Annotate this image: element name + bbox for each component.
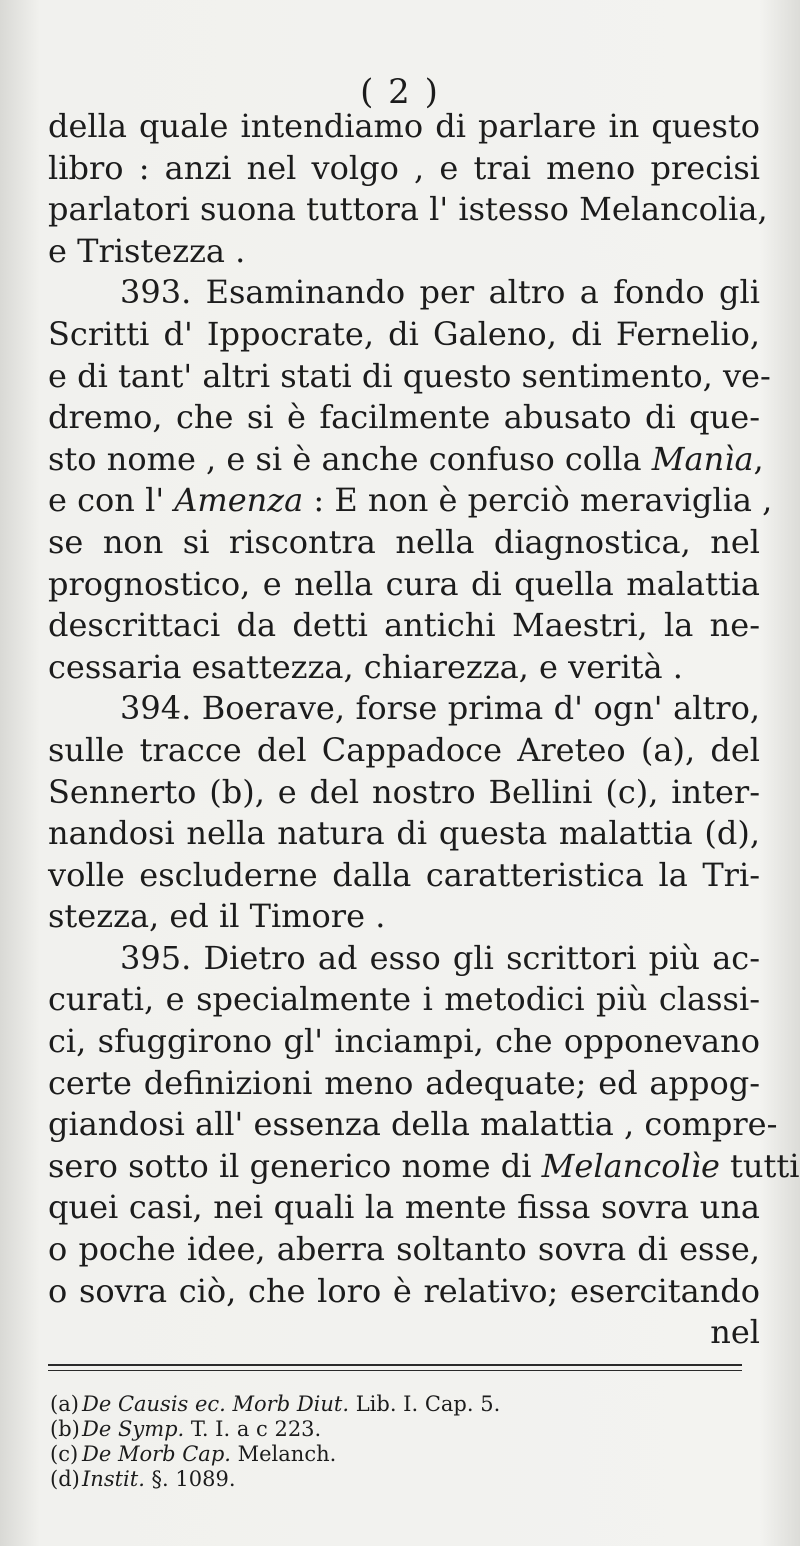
- text-line: [48, 1146, 800, 1188]
- text-line: o poche idee, aberra soltanto sovra di esse,: [48, 1230, 760, 1269]
- text-line: della quale intendiamo di parlare in questo: [48, 107, 760, 145]
- footnote-mark: (a): [50, 1392, 79, 1416]
- footnote-rule-top: [48, 1364, 742, 1366]
- page-number: ( 2 ): [360, 72, 440, 112]
- text-line: ci, sfuggirono gl' inciampi, che opponevano: [48, 1022, 760, 1061]
- footnote-ref: Lib. I. Cap. 5.: [349, 1392, 501, 1416]
- italic-term: Manìa: [651, 439, 754, 478]
- paragraph-395-start: 395. Dietro ad esso gli scrittori più ac-: [120, 938, 760, 977]
- text-line: stezza, ed il Timore .: [48, 897, 386, 936]
- footnote-rule-bottom: [48, 1370, 742, 1371]
- footnote-mark: (d): [50, 1467, 80, 1491]
- text-segment: e con l': [48, 481, 175, 520]
- catchword: nel: [710, 1313, 760, 1352]
- text-line: certe definizioni meno adequate; ed appog-: [48, 1063, 760, 1102]
- footnote-source: De Symp.: [82, 1417, 185, 1441]
- text-line: Sennerto (b), e del nostro Bellini (c), inter-: [48, 772, 760, 811]
- text-line: e di tant' altri stati di questo sentimento, ve-: [48, 356, 771, 395]
- paragraph-393-start: 393. Esaminando per altro a fondo gli: [120, 273, 760, 312]
- italic-term: Melancolìe: [541, 1146, 720, 1185]
- text-segment: : E non è perciò meraviglia ,: [303, 481, 773, 520]
- text-line: parlatori suona tuttora l' istesso Melancolia,: [48, 190, 768, 229]
- text-line: se non si riscontra nella diagnostica, nel: [48, 522, 760, 561]
- footnotes: [50, 1392, 750, 1492]
- text-line: [48, 480, 773, 522]
- text-segment: sero sotto il generico nome di: [48, 1146, 542, 1185]
- text-line: curati, e specialmente i metodici più classi-: [48, 980, 760, 1019]
- text-line: libro : anzi nel volgo , e trai meno precisi: [48, 148, 760, 187]
- footnote-source: De Causis ec. Morb Diut.: [82, 1392, 350, 1416]
- footnote-c: [50, 1442, 750, 1467]
- footnote-mark: (c): [50, 1442, 79, 1466]
- text-line: prognostico, e nella cura di quella malattia: [48, 564, 760, 603]
- text-line: nandosi nella natura di questa malattia (d),: [48, 814, 760, 853]
- footnote-ref: Melanch.: [230, 1442, 337, 1466]
- footnote-source: De Morb Cap.: [82, 1442, 231, 1466]
- text-line: volle escluderne dalla caratteristica la Tri-: [48, 855, 760, 894]
- footnote-ref: T. I. a c 223.: [184, 1417, 322, 1441]
- footnote-a: [50, 1392, 750, 1417]
- text-line: dremo, che si è facilmente abusato di que-: [48, 398, 760, 437]
- text-line: cessaria esattezza, chiarezza, e verità .: [48, 647, 683, 686]
- footnote-mark: (b): [50, 1417, 80, 1441]
- text-segment: ,: [753, 439, 764, 478]
- text-segment: sto nome , e si è anche confuso colla: [48, 439, 652, 478]
- text-line: giandosi all' essenza della malattia , compre-: [48, 1105, 778, 1144]
- text-line: [48, 439, 764, 481]
- footnote-source: Instit.: [82, 1467, 145, 1491]
- text-line: descrittaci da detti antichi Maestri, la ne-: [48, 606, 760, 645]
- text-line: quei casi, nei quali la mente fissa sovra una: [48, 1188, 760, 1227]
- footnote-ref: §. 1089.: [144, 1467, 236, 1491]
- text-segment: tutti: [719, 1146, 800, 1185]
- text-line: sulle tracce del Cappadoce Areteo (a), del: [48, 730, 760, 769]
- footnote-d: [50, 1467, 750, 1492]
- italic-term: Amenza: [174, 481, 304, 520]
- body-text: [48, 106, 800, 1354]
- text-line: Scritti d' Ippocrate, di Galeno, di Fernelio,: [48, 314, 760, 353]
- text-line: o sovra ciò, che loro è relativo; esercitando: [48, 1271, 760, 1310]
- paragraph-394-start: 394. Boerave, forse prima d' ogn' altro,: [120, 689, 760, 728]
- text-line: e Tristezza .: [48, 231, 246, 270]
- footnote-b: [50, 1417, 750, 1442]
